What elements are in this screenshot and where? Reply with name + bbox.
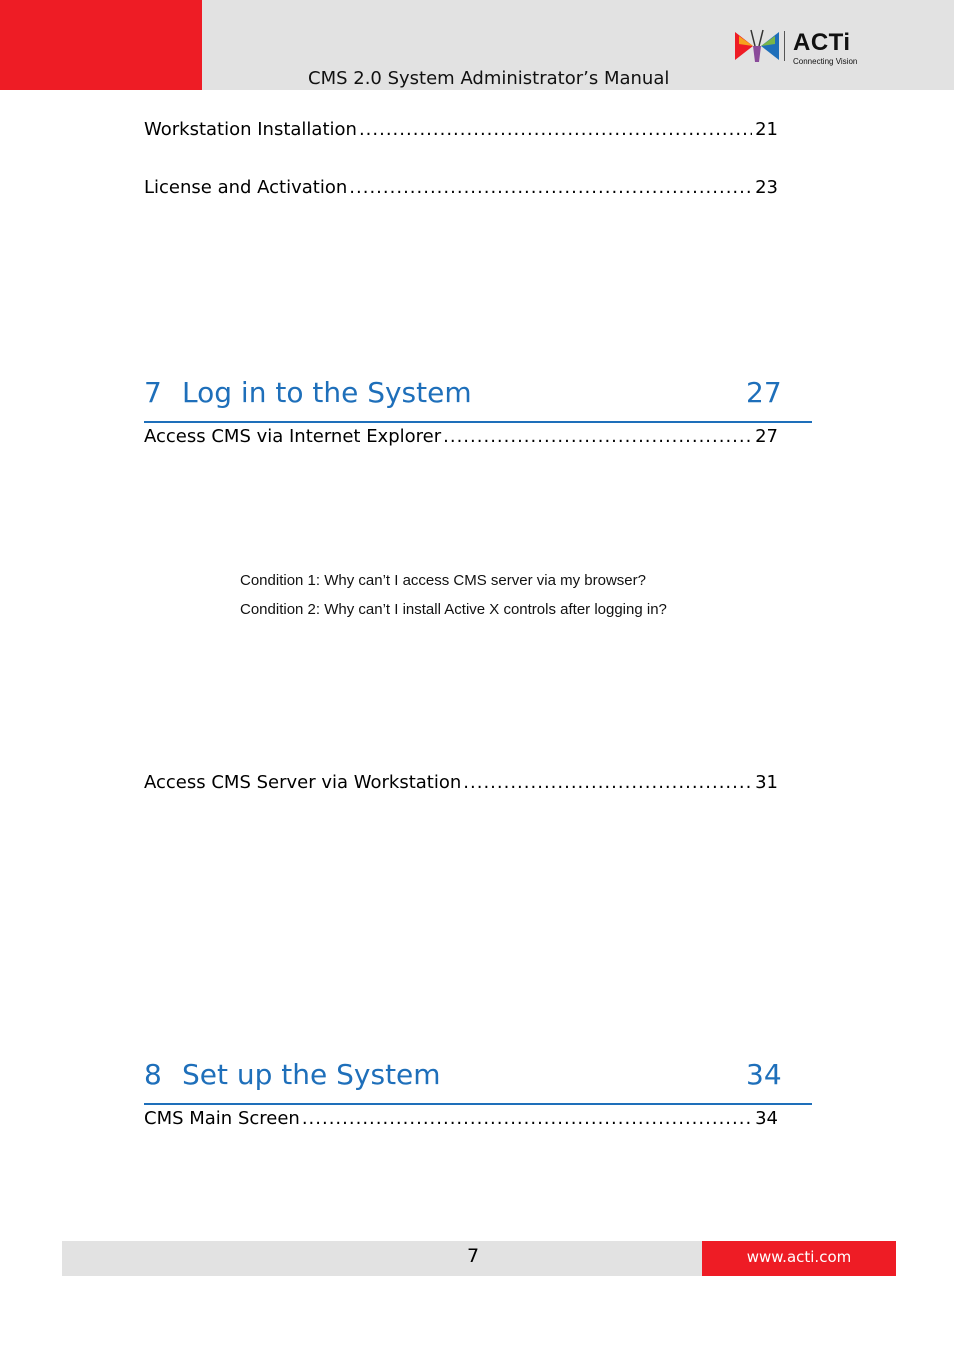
chapter-title: Log in to the System <box>182 376 472 409</box>
toc-entry-page: 34 <box>755 1108 778 1129</box>
butterfly-logo-icon <box>733 28 781 64</box>
website-link[interactable]: www.acti.com <box>746 1248 852 1266</box>
chapter-page: 27 <box>746 376 782 409</box>
toc-entry-page: 27 <box>755 426 778 447</box>
toc-entry-title: License and Activation <box>144 177 348 198</box>
chapter-heading-8[interactable] <box>144 1051 812 1105</box>
toc-entry[interactable] <box>144 177 778 198</box>
toc-entry-title: Access CMS via Internet Explorer <box>144 426 442 447</box>
toc-entry-title: Access CMS Server via Workstation <box>144 772 462 793</box>
toc-entry[interactable] <box>144 426 778 447</box>
toc-entry-page: 21 <box>755 119 778 140</box>
toc-leader-dots <box>359 119 752 140</box>
toc-leader-dots <box>443 426 752 447</box>
toc-leader-dots <box>302 1108 752 1129</box>
toc-entry-page: 31 <box>755 772 778 793</box>
condition-item[interactable]: Condition 2: Why can’t I install Active X controls after logging in? <box>240 601 667 618</box>
logo-separator <box>784 31 785 61</box>
toc-entry[interactable] <box>144 772 778 793</box>
condition-item[interactable]: Condition 1: Why can’t I access CMS server via my browser? <box>240 572 646 589</box>
chapter-page: 34 <box>746 1058 782 1091</box>
toc-entry-title: Workstation Installation <box>144 119 357 140</box>
toc-entry-page: 23 <box>755 177 778 198</box>
page-number: 7 <box>467 1245 480 1267</box>
chapter-number: 7 <box>144 376 162 409</box>
logo-wordmark: ACTi <box>793 29 851 56</box>
toc-entry[interactable] <box>144 1108 778 1129</box>
logo-tagline: Connecting Vision <box>793 57 858 66</box>
chapter-number: 8 <box>144 1058 162 1091</box>
chapter-title: Set up the System <box>182 1058 441 1091</box>
document-title: CMS 2.0 System Administrator’s Manual <box>308 68 670 89</box>
toc-entry-title: CMS Main Screen <box>144 1108 300 1129</box>
chapter-heading-7[interactable] <box>144 369 812 423</box>
header-red-block <box>0 0 202 90</box>
toc-leader-dots <box>349 177 752 198</box>
toc-entry[interactable] <box>144 119 778 140</box>
toc-leader-dots <box>463 772 752 793</box>
acti-logo <box>733 28 873 68</box>
